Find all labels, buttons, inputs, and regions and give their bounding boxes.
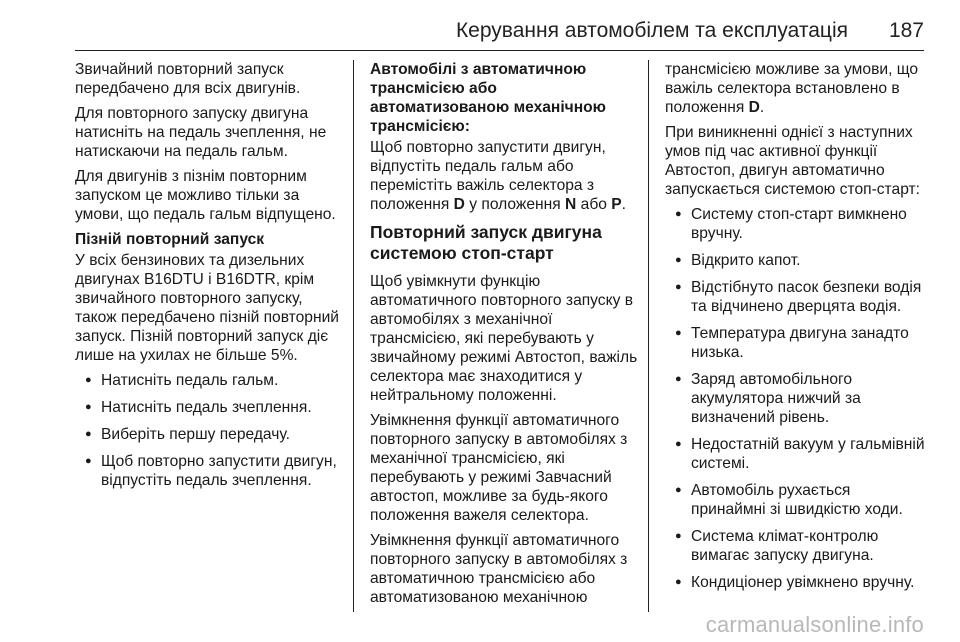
column-3	[665, 60, 927, 600]
selector-position-n: N	[565, 196, 577, 213]
paragraph: Увімкнення функції автоматичного повторного запуску в автомобілях з автоматичною трансмісією або автоматизованою механічною	[370, 532, 628, 606]
text-span: Щоб повторно запустити двигун, відпустіть педаль гальм або перемістіть важіль селектора з положення	[370, 139, 606, 213]
text-span: .	[759, 99, 765, 116]
list-item: ● Натисніть педаль гальм.	[75, 371, 347, 390]
list-item: ● Температура двигуна занадто низька.	[665, 324, 927, 362]
text-span: .	[621, 196, 627, 213]
list-item: ● Система клімат-контролю вимагає запуску двигуна.	[665, 527, 927, 565]
paragraph	[665, 60, 927, 117]
list-item: ● Відкрито капот.	[665, 251, 927, 270]
paragraph	[370, 138, 638, 214]
header-divider	[75, 50, 924, 51]
list-item: ● Щоб повторно запустити двигун, відпустіть педаль зчеплення.	[75, 452, 347, 490]
list-item: ● Виберіть першу передачу.	[75, 425, 347, 444]
column-divider-1	[353, 60, 354, 612]
column-divider-2	[648, 60, 649, 612]
subheading: Пізній повторний запуск	[75, 231, 265, 248]
list-item: ● Недостатній вакуум у гальмівній системі.	[665, 435, 927, 473]
text-span: трансмісією можливе за умови, що важіль селектора встановлено в положення	[665, 61, 919, 116]
paragraph: При виникненні однієї з наступних умов під час активної функції Автостоп, двигун автоматично запускається системою стоп-старт:	[665, 124, 920, 198]
paragraph: Звичайний повторний запуск передбачено для всіх двигунів.	[75, 61, 301, 97]
list-item: ● Систему стоп-старт вимкнено вручну.	[665, 205, 927, 243]
paragraph: У всіх бензинових та дизельних двигунах B16DTU і B16DTR, крім звичайного повторного запуску, також передбачено пізній повторний запуск. Пізній повторний запуск діє лише на ухилах не більше 5%.	[75, 252, 340, 364]
list-item: ● Автомобіль рухається принаймні зі швидкістю ходи.	[665, 481, 927, 519]
column-1	[75, 60, 347, 498]
paragraph: Для повторного запуску двигуна натисніть на педаль зчеплення, не натискаючи на педаль гальм.	[75, 105, 327, 160]
header-title: Керування автомобілем та експлуатація	[455, 19, 848, 42]
paragraph: Для двигунів з пізнім повторним запуском це можливо тільки за умови, що педаль гальм відпущено.	[75, 168, 336, 223]
list-item: ● Заряд автомобільного акумулятора нижчий за визначений рівень.	[665, 370, 927, 427]
text-span: або	[576, 196, 612, 213]
text-span: у положення	[464, 196, 566, 213]
page-header	[0, 0, 960, 52]
bullet-list	[75, 371, 347, 490]
list-item: ● Натисніть педаль зчеплення.	[75, 398, 347, 417]
page-number: 187	[888, 19, 924, 42]
paragraph: Щоб увімкнути функцію автоматичного повторного запуску в автомобілях з механічної трансмісією, які перебувають у звичайному режимі Автостоп, важіль селектора має знаходитися у нейтральному положенні.	[370, 273, 638, 404]
column-2	[370, 60, 638, 613]
bullet-list	[665, 205, 927, 592]
paragraph: Увімкнення функції автоматичного повторного запуску в автомобілях з механічної трансмісією, які перебувають у режимі Завчасний автостоп, можливе за будь-якого положення важеля селектора.	[370, 412, 628, 524]
selector-position-p: P	[611, 196, 622, 213]
selector-position-d: D	[453, 196, 465, 213]
watermark: carmanualsonline.info	[705, 612, 924, 637]
list-item: ● Відстібнуто пасок безпеки водія та відчинено дверцята водія.	[665, 278, 927, 316]
selector-position-d: D	[748, 99, 760, 116]
list-item: ● Кондиціонер увімкнено вручну.	[665, 573, 927, 592]
subheading: Автомобілі з автоматичною трансмісією або автоматизованою механічною трансмісією:	[370, 61, 606, 135]
section-heading: Повторний запуск двигуна системою стоп-старт	[370, 222, 602, 263]
